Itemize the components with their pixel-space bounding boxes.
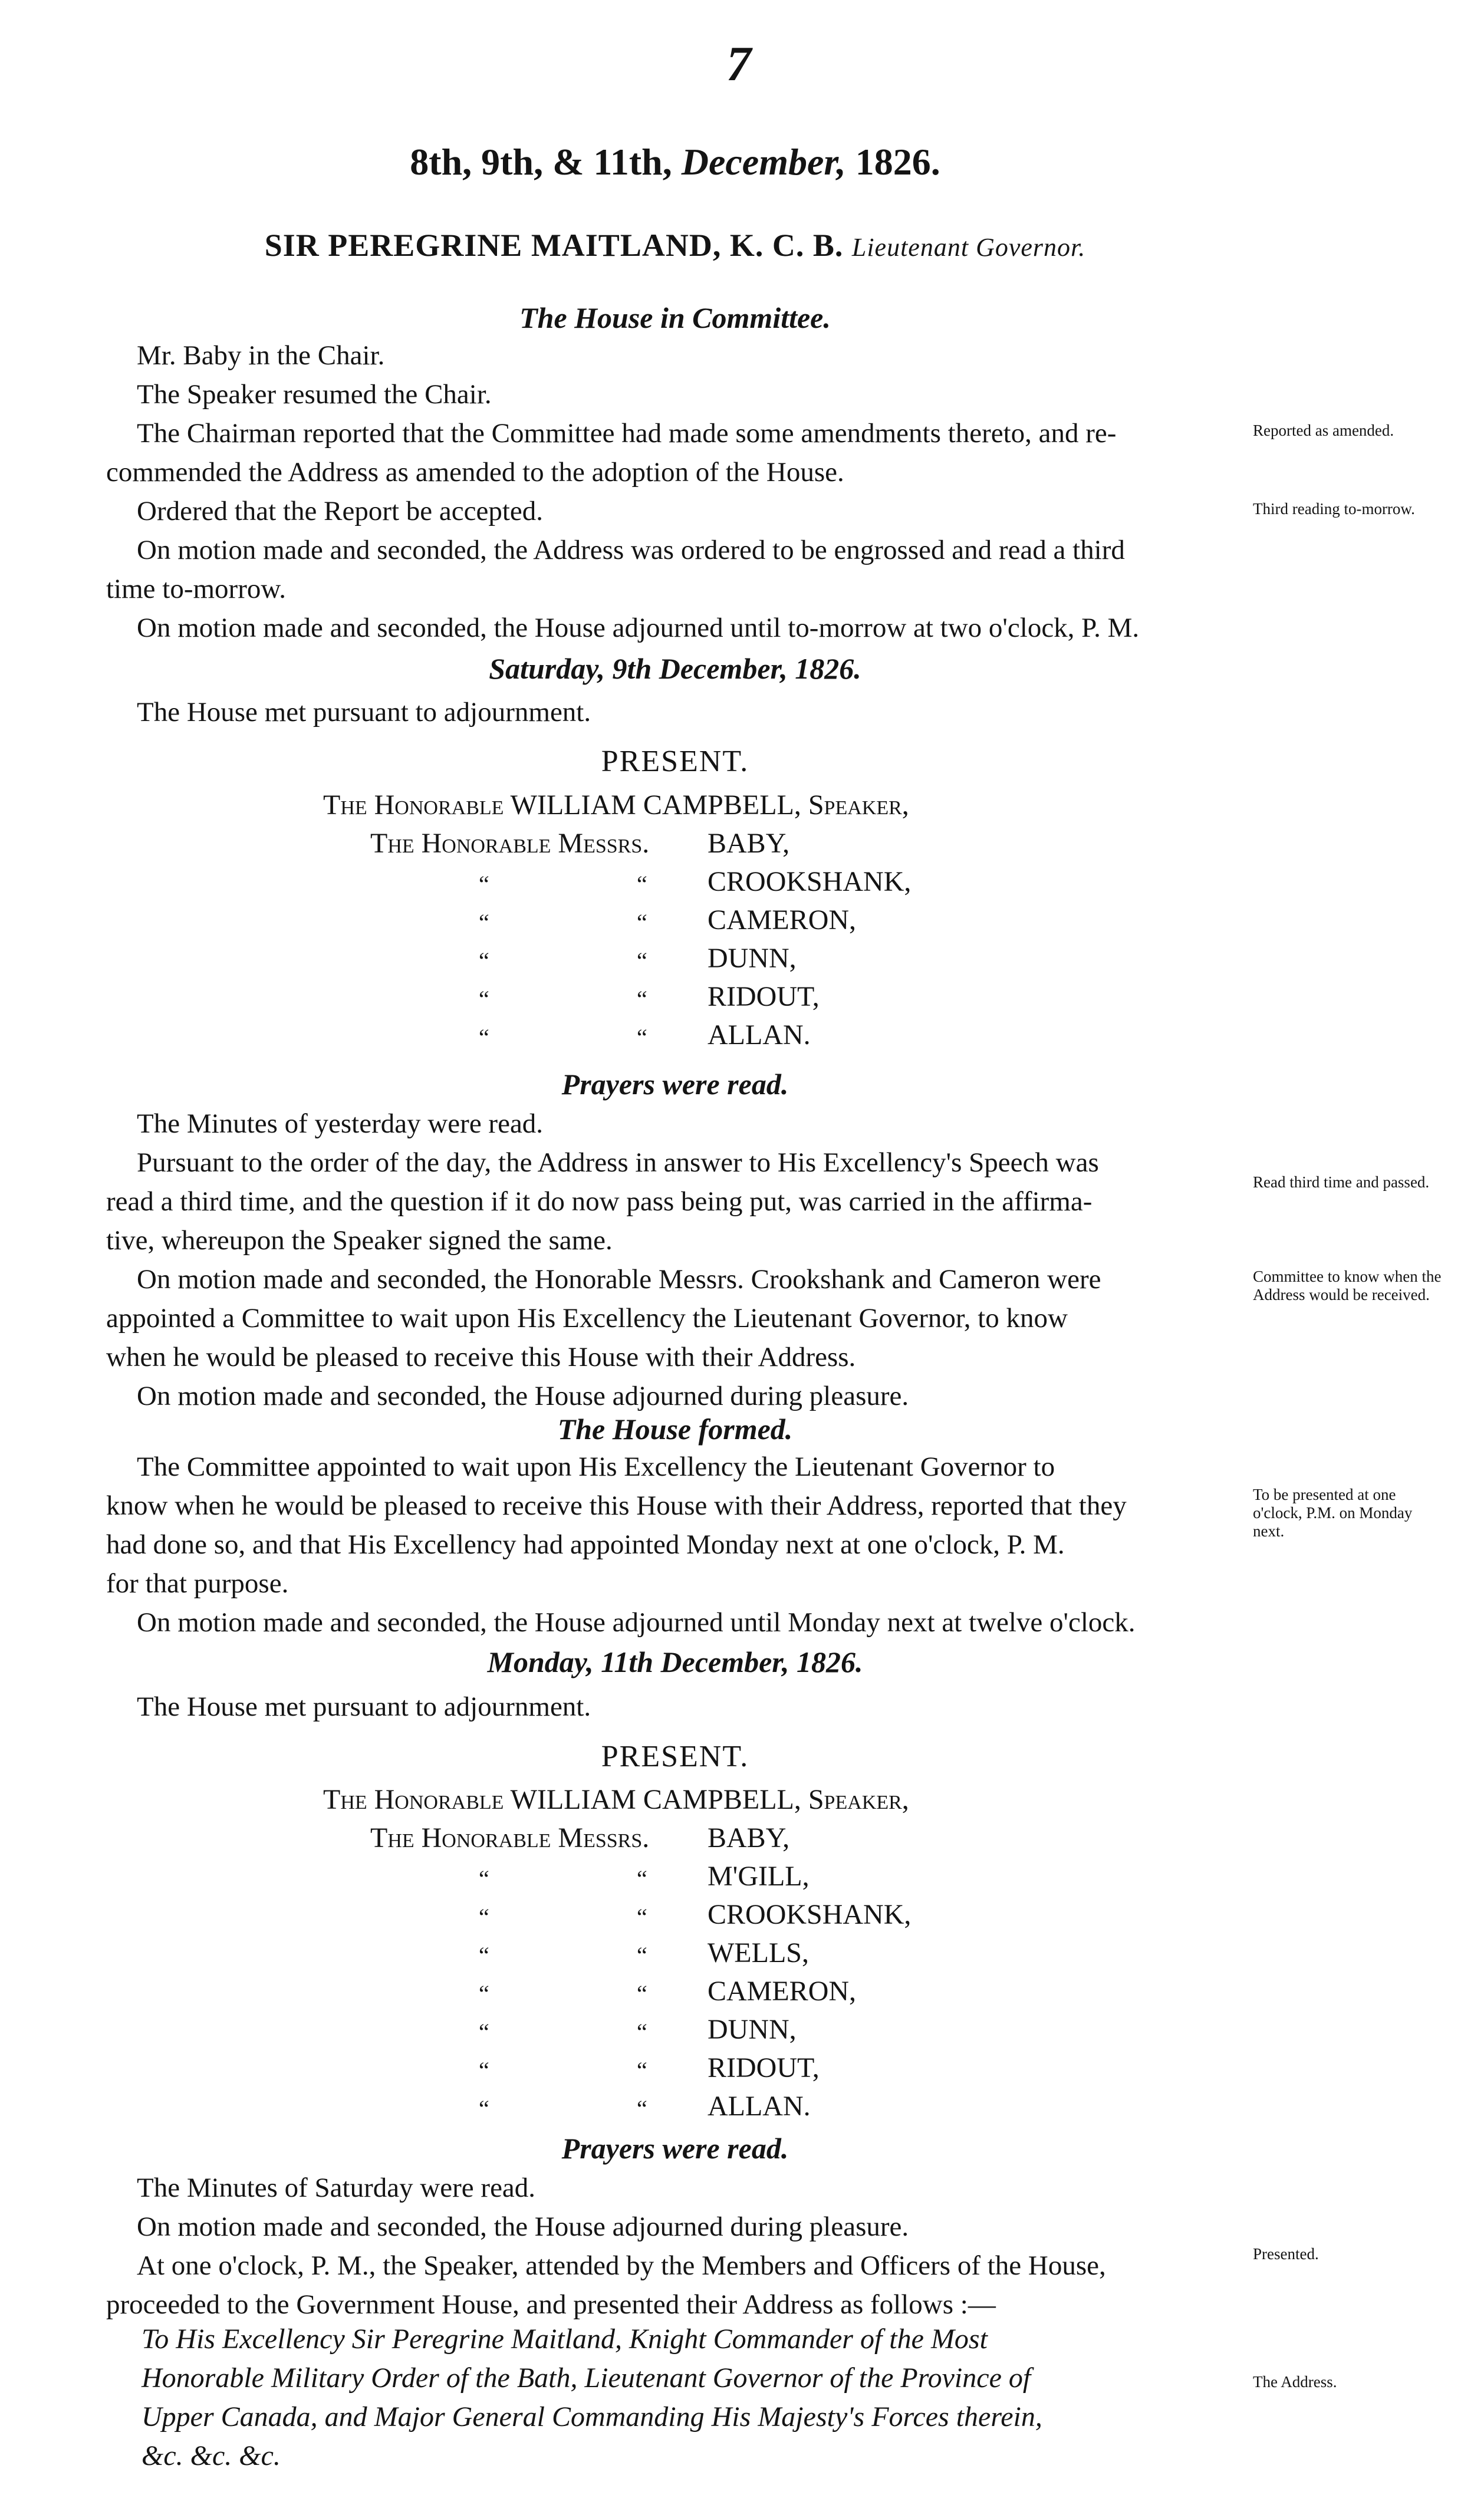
speaker-suffix: Speaker, <box>808 1784 909 1815</box>
page-heading <box>106 140 1244 184</box>
heading-dates: 8th, 9th, & 11th, <box>410 141 672 183</box>
text-line: On motion made and seconded, the House adjourned during pleasure. <box>137 2211 909 2242</box>
member-name: BABY, <box>708 1822 790 1854</box>
member-name: DUNN, <box>708 2014 797 2045</box>
speaker-suffix: Speaker, <box>808 789 909 821</box>
saturday-met <box>106 693 1244 732</box>
saturday-present-heading: PRESENT. <box>601 745 749 778</box>
text-line: To His Excellency Sir Peregrine Maitland, Knight Commander of the Most <box>142 2323 988 2355</box>
member-name: CROOKSHANK, <box>708 866 912 897</box>
monday-date: Monday, 11th December, 1826. <box>487 1645 863 1678</box>
speaker-line <box>323 1783 909 1816</box>
ditto-mark: “ <box>479 1942 489 1969</box>
ditto-mark: “ <box>637 986 647 1012</box>
text-line: At one o'clock, P. M., the Speaker, attended by the Members and Officers of the House, <box>137 2250 1106 2281</box>
margin-note-presented: Presented. <box>1253 2245 1319 2263</box>
text-line: On motion made and seconded, the Address was ordered to be engrossed and read a third <box>137 535 1125 565</box>
section-committee-title: The House in Committee. <box>519 301 831 334</box>
text-line: proceeded to the Government House, and presented their Address as follows :— <box>106 2289 996 2320</box>
text-line: On motion made and seconded, the Honorable Messrs. Crookshank and Cameron were <box>137 1264 1101 1295</box>
member-name: WELLS, <box>708 1937 809 1969</box>
monday-present-heading: PRESENT. <box>601 1740 749 1773</box>
margin-note-the-address: The Address. <box>1253 2373 1337 2391</box>
house-formed: The House formed. <box>557 1413 793 1446</box>
ditto-mark: “ <box>637 1942 647 1969</box>
text-line: had done so, and that His Excellency had appointed Monday next at one o'clock, P. M. <box>106 1529 1065 1560</box>
governor-line <box>106 227 1244 264</box>
member-name: CAMERON, <box>708 1976 857 2007</box>
text-line: On motion made and seconded, the House adjourned until Monday next at twelve o'clock. <box>137 1607 1136 1638</box>
ditto-mark: “ <box>479 1865 489 1892</box>
address-salutation <box>142 2320 1250 2476</box>
saturday-date: Saturday, 9th December, 1826. <box>489 652 861 685</box>
member-name: M'GILL, <box>708 1861 810 1892</box>
ditto-mark: “ <box>637 1904 647 1930</box>
heading-year: 1826. <box>855 141 940 183</box>
ditto-mark: “ <box>637 1980 647 2007</box>
ditto-mark: “ <box>479 1980 489 2007</box>
text-line: The Minutes of yesterday were read. <box>137 1108 544 1139</box>
text-line: appointed a Committee to wait upon His Excellency the Lieutenant Governor, to know <box>106 1303 1068 1334</box>
ditto-mark: “ <box>637 947 647 974</box>
text-line: The House met pursuant to adjournment. <box>137 1691 591 1722</box>
ditto-mark: “ <box>637 2057 647 2083</box>
ditto-mark: “ <box>479 986 489 1012</box>
page-number: 7 <box>726 37 751 91</box>
text-line: know when he would be pleased to receive this House with their Address, reported that they <box>106 1490 1127 1521</box>
text-line: &c. &c. &c. <box>142 2440 281 2471</box>
member-name: ALLAN. <box>708 2091 811 2122</box>
margin-note-read-third: Read third time and passed. <box>1253 1173 1430 1191</box>
text-line: The Chairman reported that the Committee had made some amendments thereto, and re- <box>137 418 1117 449</box>
ditto-mark: “ <box>479 1904 489 1930</box>
speaker-name: WILLIAM CAMPBELL, <box>510 1784 801 1815</box>
ditto-mark: “ <box>637 871 647 897</box>
speaker-line <box>323 789 909 821</box>
text-line: read a third time, and the question if it do now pass being put, was carried in the affirma- <box>106 1186 1093 1217</box>
speaker-name: WILLIAM CAMPBELL, <box>510 789 801 821</box>
member-name: RIDOUT, <box>708 981 820 1012</box>
text-line: commended the Address as amended to the adoption of the House. <box>106 457 844 488</box>
member-name: RIDOUT, <box>708 2052 820 2083</box>
saturday-prayers: Prayers were read. <box>561 1068 789 1101</box>
ditto-mark: “ <box>479 909 489 936</box>
ditto-mark: “ <box>479 2095 489 2122</box>
house-formed-text <box>106 1447 1244 1642</box>
section-committee-text <box>106 336 1244 647</box>
ditto-mark: “ <box>479 871 489 897</box>
text-line: The Committee appointed to wait upon His Excellency the Lieutenant Governor to <box>137 1451 1055 1482</box>
text-line: The Speaker resumed the Chair. <box>137 379 492 410</box>
speaker-prefix: The Honorable <box>323 1784 504 1815</box>
member-name: CROOKSHANK, <box>708 1899 912 1930</box>
text-line: On motion made and seconded, the House adjourned until to-morrow at two o'clock, P. M. <box>137 613 1140 643</box>
margin-note-committee: Committee to know when the Address would be received. <box>1253 1268 1442 1304</box>
text-line: The Minutes of Saturday were read. <box>137 2173 536 2203</box>
monday-minutes <box>106 2168 1244 2324</box>
ditto-mark: “ <box>637 1024 647 1051</box>
text-line: The House met pursuant to adjournment. <box>137 697 591 728</box>
ditto-mark: “ <box>637 2095 647 2122</box>
text-line: Mr. Baby in the Chair. <box>137 340 385 371</box>
text-line: when he would be pleased to receive this House with their Address. <box>106 1342 856 1372</box>
member-name: CAMERON, <box>708 904 857 936</box>
text-line: Pursuant to the order of the day, the Address in answer to His Excellency's Speech was <box>137 1147 1099 1178</box>
speaker-prefix: The Honorable <box>323 789 504 821</box>
heading-month: December, <box>681 141 846 183</box>
ditto-mark: “ <box>479 2057 489 2083</box>
monday-prayers: Prayers were read. <box>561 2132 789 2165</box>
margin-note-reported: Reported as amended. <box>1253 422 1394 439</box>
ditto-mark: “ <box>479 1024 489 1051</box>
text-line: Ordered that the Report be accepted. <box>137 496 544 526</box>
text-line: On motion made and seconded, the House adjourned during pleasure. <box>137 1381 909 1411</box>
text-line: Upper Canada, and Major General Commanding His Majesty's Forces therein, <box>142 2401 1042 2433</box>
ditto-mark: “ <box>479 2019 489 2045</box>
saturday-minutes <box>106 1104 1244 1416</box>
messrs-prefix: The Honorable Messrs. <box>370 828 650 859</box>
member-name: BABY, <box>708 828 790 859</box>
governor-name: SIR PEREGRINE MAITLAND, K. C. B. <box>264 228 844 263</box>
text-line: for that purpose. <box>106 1568 289 1599</box>
monday-met <box>106 1687 1244 1726</box>
margin-note-to-be-presented: To be presented at one o'clock, P.M. on Monday next. <box>1253 1486 1413 1540</box>
text-line: Honorable Military Order of the Bath, Lieutenant Governor of the Province of <box>142 2362 1031 2394</box>
messrs-prefix: The Honorable Messrs. <box>370 1822 650 1854</box>
ditto-mark: “ <box>637 1865 647 1892</box>
member-name: DUNN, <box>708 943 797 974</box>
ditto-mark: “ <box>637 909 647 936</box>
text-line: time to-morrow. <box>106 574 286 604</box>
governor-title: Lieutenant Governor. <box>851 233 1086 262</box>
margin-note-third-reading: Third reading to-morrow. <box>1253 500 1415 518</box>
ditto-mark: “ <box>637 2019 647 2045</box>
member-name: ALLAN. <box>708 1019 811 1051</box>
text-line: tive, whereupon the Speaker signed the same. <box>106 1225 613 1256</box>
ditto-mark: “ <box>479 947 489 974</box>
